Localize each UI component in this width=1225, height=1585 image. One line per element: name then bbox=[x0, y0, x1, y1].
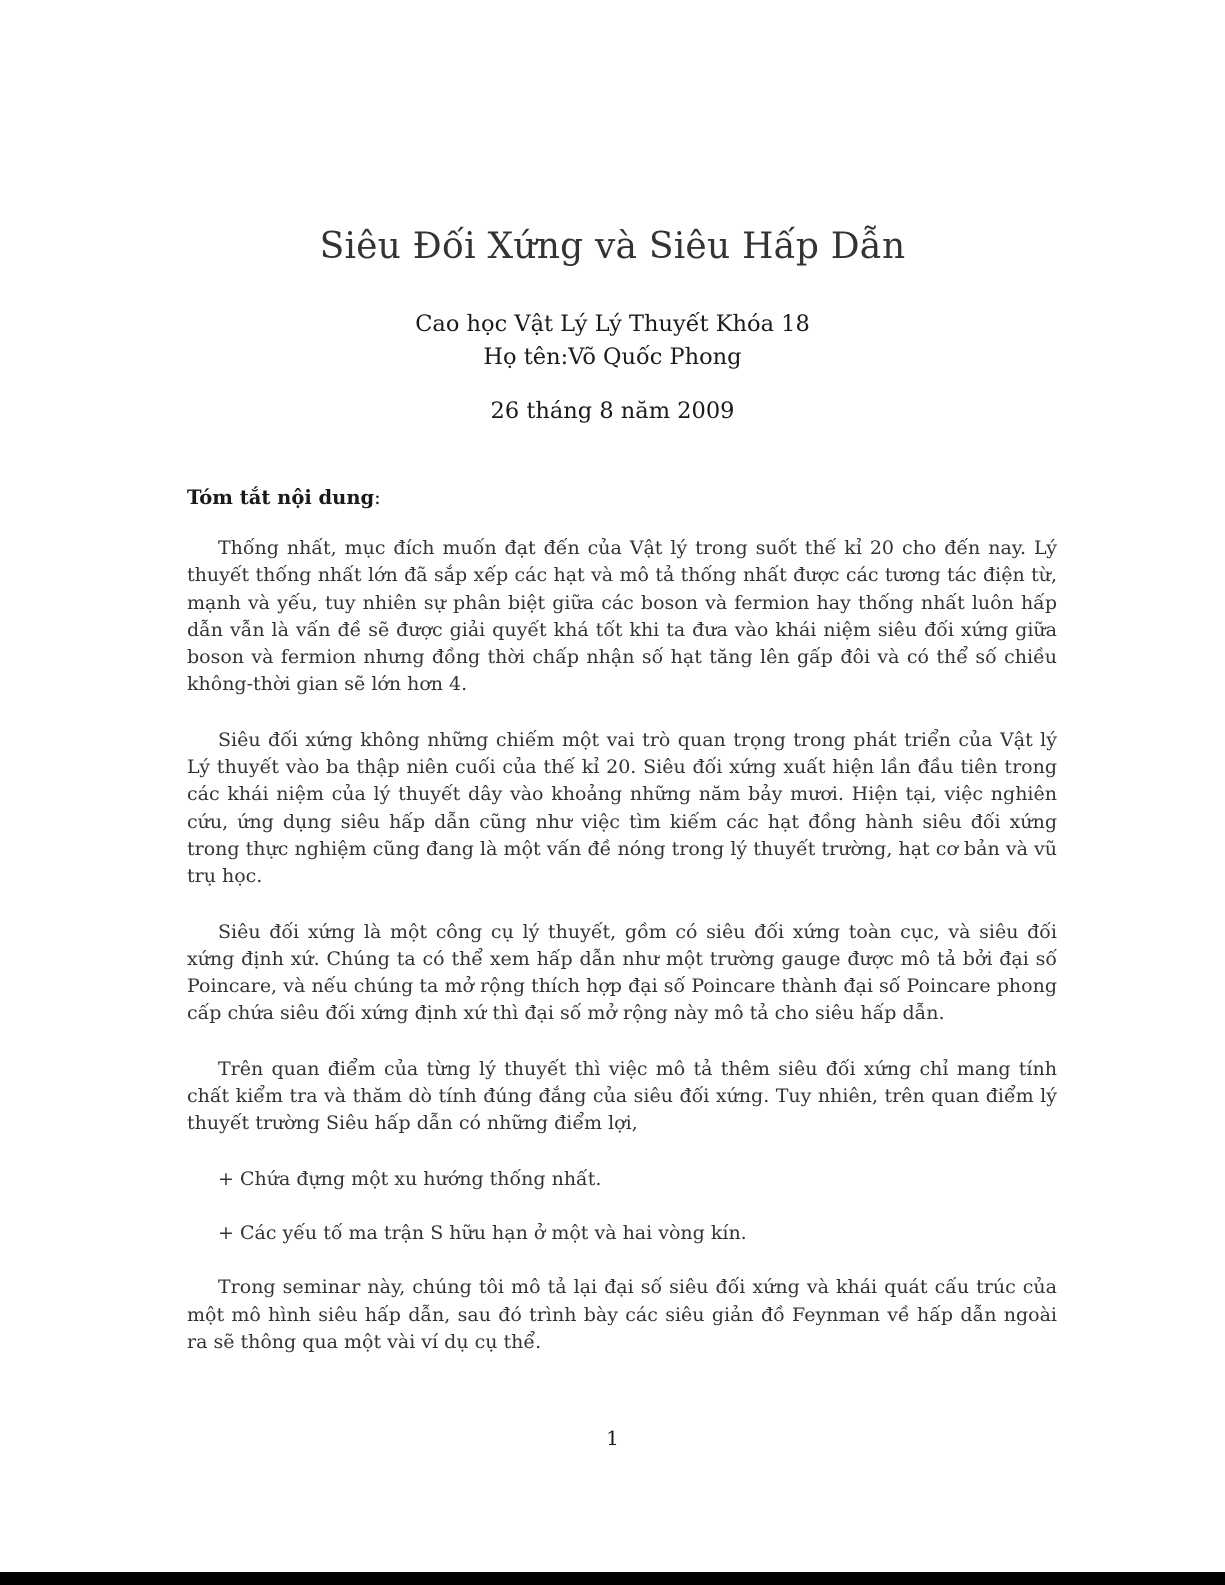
abstract-list-item: + Các yếu tố ma trận S hữu hạn ở một và hai vòng kín. bbox=[218, 1221, 747, 1244]
course-line: Cao học Vật Lý Lý Thuyết Khóa 18 bbox=[415, 311, 810, 337]
page-number: 1 bbox=[606, 1426, 619, 1450]
paper-title: Siêu Đối Xứng và Siêu Hấp Dẫn bbox=[319, 226, 906, 267]
abstract-list-item: + Chứa đựng một xu hướng thống nhất. bbox=[218, 1167, 602, 1190]
author-block bbox=[0, 308, 1225, 374]
author-name: Họ tên:Võ Quốc Phong bbox=[483, 344, 742, 370]
abstract-paragraph: Thống nhất, mục đích muốn đạt đến của Vật lý trong suốt thế kỉ 20 cho đến nay. Lý thuyết thống nhất lớn đã sắp xếp các hạt và mô tả thống nhất được các tương tác điện từ, mạnh và yếu, tuy nhiên sự phân biệt giữa các boson và fermion hay thống nhất luôn hấp dẫn vẫn là vấn đề sẽ được giải quyết khá tốt khi ta đưa vào khái niệm siêu đối xứng giữa boson và fermion nhưng đồng thời chấp nhận số hạt tăng lên gấp đôi và có thể số chiều không-thời gian sẽ lớn hơn 4. bbox=[187, 537, 1057, 696]
abstract-paragraph: Siêu đối xứng không những chiếm một vai trò quan trọng trong phát triển của Vật lý Lý thuyết vào ba thập niên cuối của thế kỉ 20. Siêu đối xứng xuất hiện lần đầu tiên trong các khái niệm của lý thuyết dây vào khoảng những năm bảy mươi. Hiện tại, việc nghiên cứu, ứng dụng siêu hấp dẫn cũng như việc tìm kiếm các hạt đồng hành siêu đối xứng trong thực nghiệm cũng đang là một vấn đề nóng trong lý thuyết trường, hạt cơ bản và vũ trụ học. bbox=[187, 728, 1057, 888]
abstract-heading-label: Tóm tắt nội dung bbox=[187, 486, 375, 509]
abstract-paragraph: Trong seminar này, chúng tôi mô tả lại đại số siêu đối xứng và khái quát cấu trúc của một mô hình siêu hấp dẫn, sau đó trình bày các siêu giản đồ Feynman về hấp dẫn ngoài ra sẽ thông qua một vài ví dụ cụ thể. bbox=[187, 1276, 1057, 1353]
abstract-paragraph: Siêu đối xứng là một công cụ lý thuyết, gồm có siêu đối xứng toàn cục, và siêu đối xứng định xứ. Chúng ta có thể xem hấp dẫn như một trường gauge được mô tả bởi đại số Poincare, và nếu chúng ta mở rộng thích hợp đại số Poincare thành đại số Poincare phong cấp chứa siêu đối xứng định xứ thì đại số mở rộng này mô tả cho siêu hấp dẫn. bbox=[187, 920, 1057, 1025]
abstract-heading bbox=[187, 486, 381, 509]
paper-date: 26 tháng 8 năm 2009 bbox=[490, 398, 735, 424]
bottom-border bbox=[0, 1572, 1225, 1585]
abstract-body bbox=[187, 535, 1057, 1384]
abstract-paragraph: Trên quan điểm của từng lý thuyết thì việc mô tả thêm siêu đối xứng chỉ mang tính chất kiểm tra và thăm dò tính đúng đắng của siêu đối xứng. Tuy nhiên, trên quan điểm lý thuyết trường Siêu hấp dẫn có những điểm lợi, bbox=[187, 1057, 1057, 1135]
abstract-heading-colon: : bbox=[374, 486, 381, 509]
